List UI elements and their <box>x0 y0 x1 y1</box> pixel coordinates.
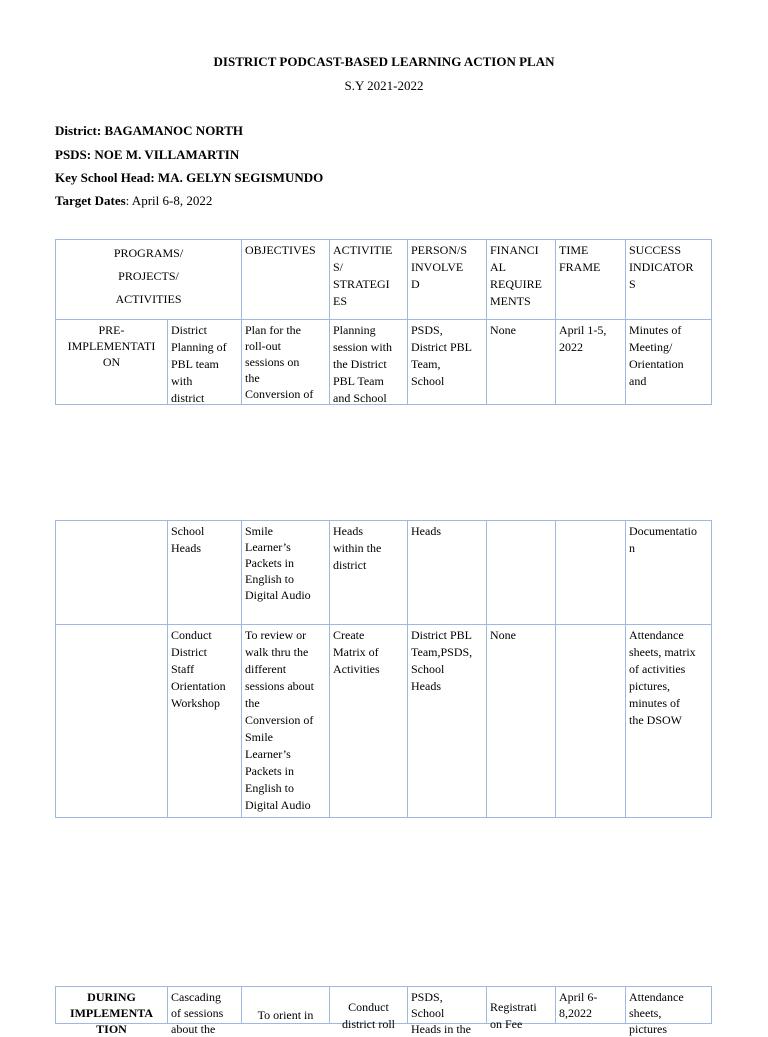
cell-line: PROJECTS/ <box>118 269 179 283</box>
cell-line: REQUIRE <box>490 277 542 291</box>
cell-line: the <box>245 696 260 710</box>
success-cell <box>626 521 712 625</box>
cell-line: Team,PSDS, <box>411 645 473 659</box>
header-success <box>626 240 712 320</box>
cell-line: of activities <box>629 662 686 676</box>
cell-line: Create <box>333 628 365 642</box>
cell-line: School <box>411 374 445 388</box>
cell-line: sheets, <box>629 1006 662 1020</box>
cell-line: INVOLVE <box>411 260 464 274</box>
document-title: DISTRICT PODCAST-BASED LEARNING ACTION PLAN <box>213 54 555 69</box>
cell-line: on Fee <box>490 1017 523 1031</box>
psds-line <box>55 147 239 163</box>
cell-line: Activities <box>333 662 380 676</box>
cell-line: April 1-5, <box>559 323 607 337</box>
cell-line: Planning <box>333 323 376 337</box>
cell-line: walk thru the <box>245 645 309 659</box>
cell-line: School <box>411 662 445 676</box>
cell-line: April 6- <box>559 990 598 1004</box>
cell-line: district <box>171 391 205 405</box>
cell-line: Planning of <box>171 340 227 354</box>
cell-line: sessions about <box>245 679 314 693</box>
strategy-cell <box>330 320 408 405</box>
cell-line: District <box>171 645 207 659</box>
cell-line: MENTS <box>490 294 531 308</box>
cell-line: Orientation <box>171 679 226 693</box>
cell-line: PBL team <box>171 357 219 371</box>
cell-line: 8,2022 <box>559 1006 592 1020</box>
cell-line: PRE- <box>98 323 125 337</box>
target-dates-line <box>55 193 212 209</box>
header-programs <box>56 240 242 320</box>
strategy-cell <box>330 521 408 625</box>
psds-value: NOE M. VILLAMARTIN <box>94 147 240 162</box>
time-cell <box>556 987 626 1024</box>
persons-cell <box>408 625 487 818</box>
cell-line: PBL Team <box>333 374 384 388</box>
persons-cell <box>408 320 487 405</box>
cell-line: Matrix of <box>333 645 379 659</box>
cell-line: PSDS, <box>411 990 443 1004</box>
cell-line: within the <box>333 541 382 555</box>
cell-line: IMPLEMENTA <box>69 1006 154 1020</box>
cell-line: session with <box>333 340 393 354</box>
cell-line: ACTIVITIE <box>333 243 393 257</box>
cell-line: Registrati <box>490 1000 537 1014</box>
cell-line: minutes of <box>629 696 680 710</box>
time-cell <box>556 625 626 818</box>
cell-line: FRAME <box>559 260 601 274</box>
action-plan-table-page3 <box>55 986 712 1036</box>
cell-line: district <box>333 558 367 572</box>
cell-line: of sessions <box>171 1006 224 1020</box>
cell-line: INDICATOR <box>629 260 694 274</box>
cell-line: sheets, matrix <box>629 645 696 659</box>
target-value: : April 6-8, 2022 <box>125 193 213 208</box>
district-value: BAGAMANOC NORTH <box>104 123 244 138</box>
program-cell <box>168 987 242 1036</box>
program-cell <box>168 521 242 625</box>
header-row <box>56 240 712 320</box>
district-line <box>55 123 243 139</box>
cell-line: Heads <box>333 524 363 538</box>
cell-line: Staff <box>171 662 195 676</box>
cell-line: ACTIVITIES <box>115 292 182 306</box>
cell-line: S/ <box>333 260 344 274</box>
cell-line: Cascading <box>171 990 221 1004</box>
objective-cell <box>242 320 330 405</box>
cell-line: TIME <box>559 243 589 257</box>
cell-line: District PBL <box>411 340 473 354</box>
cell-line: PROGRAMS/ <box>113 246 184 260</box>
psds-label: PSDS: <box>55 147 92 162</box>
success-cell <box>626 625 712 818</box>
cell-line: Documentatio <box>629 524 697 538</box>
key-head-label: Key School Head: <box>55 170 155 185</box>
header-activities <box>330 240 408 320</box>
cell-line: Team, <box>411 357 441 371</box>
header-persons <box>408 240 487 320</box>
cell-line: DURING <box>87 990 136 1004</box>
school-year: S.Y 2021-2022 <box>344 78 424 93</box>
cell-line: District <box>171 323 207 337</box>
cell-line: the <box>245 371 260 385</box>
persons-cell: Heads <box>408 521 487 625</box>
cell-line: Digital Audio <box>245 798 311 812</box>
table-row <box>56 521 712 625</box>
cell-line: ON <box>102 355 121 369</box>
success-cell <box>626 320 712 405</box>
cell-line: Workshop <box>171 696 221 710</box>
cell-line: Attendance <box>629 628 684 642</box>
cell-line: S <box>629 277 636 291</box>
time-cell <box>556 521 626 625</box>
cell-line: district roll <box>342 1017 395 1031</box>
key-school-head-line <box>55 170 323 186</box>
key-head-value: MA. GELYN SEGISMUNDO <box>157 170 324 185</box>
table-row <box>56 625 712 818</box>
cell-line: Heads <box>411 679 441 693</box>
success-cell <box>626 987 712 1036</box>
cell-line: ES <box>333 294 348 308</box>
cell-line: Conduct <box>171 628 212 642</box>
cell-line: School <box>171 524 205 538</box>
cell-line: To orient in <box>257 1008 314 1022</box>
header-time-frame <box>556 240 626 320</box>
cell-line: PERSON/S <box>411 243 468 257</box>
phase-cell <box>56 320 168 405</box>
financial-cell: None <box>487 320 556 405</box>
cell-line: Minutes of <box>629 323 682 337</box>
cell-line: 2022 <box>559 340 583 354</box>
cell-line: Learner’s <box>245 540 291 554</box>
objective-cell <box>242 625 330 818</box>
cell-line: D <box>411 277 420 291</box>
cell-line: Smile <box>245 524 274 538</box>
target-label: Target Dates <box>55 193 126 208</box>
cell-line: about the <box>171 1022 216 1036</box>
cell-line: Heads in the <box>411 1022 471 1036</box>
phase-cell <box>56 521 168 625</box>
cell-line: Heads <box>171 541 201 555</box>
cell-line: with <box>171 374 193 388</box>
cell-line: PSDS, <box>411 323 443 337</box>
cell-line: and <box>629 374 647 388</box>
cell-line: School <box>411 1006 445 1020</box>
cell-line: To review or <box>245 628 307 642</box>
cell-line: pictures <box>629 1022 667 1036</box>
cell-line: Orientation <box>629 357 684 371</box>
program-cell <box>168 320 242 405</box>
financial-cell <box>487 521 556 625</box>
cell-line: English to <box>245 781 295 795</box>
cell-line: pictures, <box>629 679 670 693</box>
strategy-cell <box>330 625 408 818</box>
persons-cell <box>408 987 487 1036</box>
cell-line: STRATEGI <box>333 277 390 291</box>
district-label: District: <box>55 123 102 138</box>
cell-line: Attendance <box>629 990 684 1004</box>
cell-line: Conversion of <box>245 713 314 727</box>
cell-line: Conversion of <box>245 387 314 401</box>
cell-line: Packets in <box>245 764 294 778</box>
program-cell <box>168 625 242 818</box>
financial-cell <box>487 987 556 1031</box>
cell-line: Conduct <box>348 1000 389 1014</box>
phase-cell <box>56 625 168 818</box>
financial-cell: None <box>487 625 556 818</box>
cell-line: Learner’s <box>245 747 291 761</box>
table-row <box>56 987 712 1024</box>
cell-line: Plan for the <box>245 323 301 337</box>
action-plan-table-page1 <box>55 239 712 405</box>
header-objectives: OBJECTIVES <box>242 240 330 320</box>
cell-line: Meeting/ <box>629 340 673 354</box>
cell-line: n <box>629 541 635 555</box>
cell-line: FINANCI <box>490 243 539 257</box>
cell-line: English to <box>245 572 295 586</box>
cell-line: District PBL <box>411 628 473 642</box>
phase-cell <box>56 987 168 1036</box>
header-financial <box>487 240 556 320</box>
action-plan-table-page2 <box>55 520 712 818</box>
cell-line: AL <box>490 260 506 274</box>
objective-cell <box>242 521 330 625</box>
objective-cell <box>242 987 330 1024</box>
cell-line: SUCCESS <box>629 243 682 257</box>
cell-line: and School <box>333 391 387 405</box>
cell-line: Digital Audio <box>245 588 311 602</box>
cell-line: Smile <box>245 730 274 744</box>
cell-line: TION <box>96 1022 127 1036</box>
strategy-cell <box>330 987 408 1031</box>
cell-line: Packets in <box>245 556 294 570</box>
cell-line: sessions on <box>245 355 300 369</box>
cell-line: the DSOW <box>629 713 682 727</box>
cell-line: IMPLEMENTATI <box>67 339 156 353</box>
cell-line: different <box>245 662 287 676</box>
cell-line: roll-out <box>245 339 281 353</box>
table-row <box>56 320 712 405</box>
cell-line: the District <box>333 357 387 371</box>
time-cell <box>556 320 626 405</box>
